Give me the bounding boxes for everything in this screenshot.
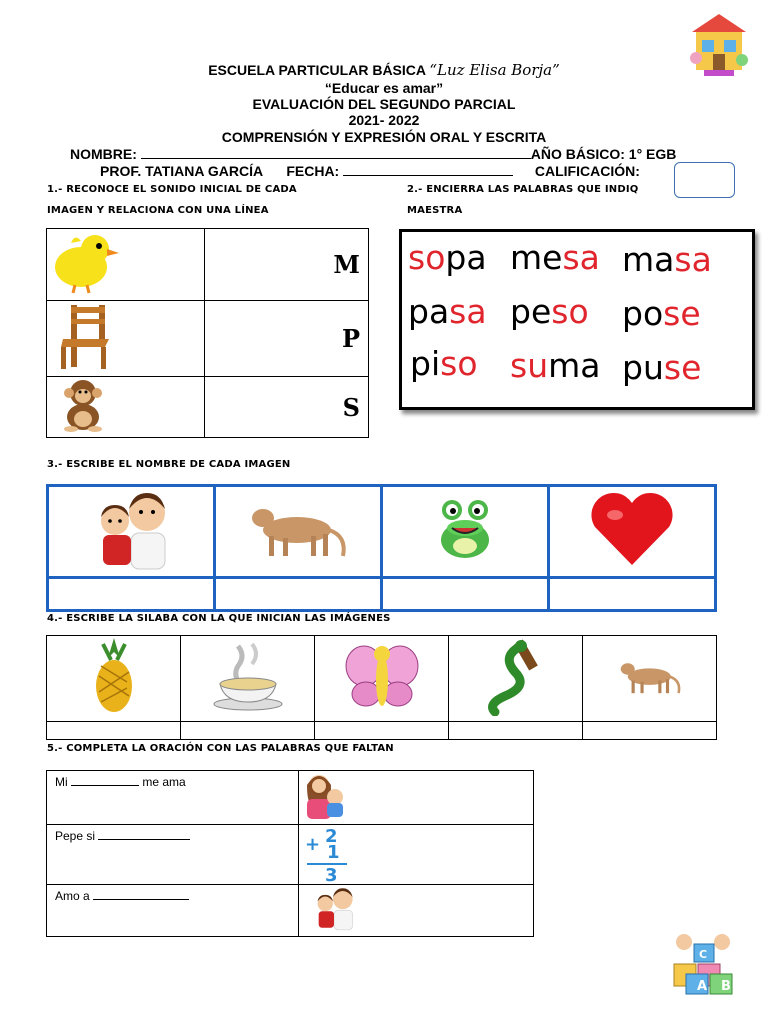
score-box[interactable] [674, 162, 735, 198]
sentence-1: Mi me ama [47, 771, 299, 825]
name-field[interactable] [141, 146, 531, 159]
q3-instruction: 3.- ESCRIBE EL NOMBRE DE CADA IMAGEN [47, 459, 291, 470]
subject-title: COMPRENSIÓN Y EXPRESIÓN ORAL Y ESCRITA [221, 129, 547, 145]
letter-s: S [205, 377, 369, 438]
teacher-name: PROF. TATIANA GARCÍA [100, 163, 263, 179]
syllable-answer-cell[interactable] [47, 722, 181, 740]
syllable-answer-cell[interactable] [315, 722, 449, 740]
chick-cell [47, 229, 205, 301]
blank-field[interactable] [98, 839, 190, 840]
heart-cell [549, 486, 716, 578]
teacher-row [100, 163, 640, 179]
answer-cell[interactable] [549, 578, 716, 611]
q2-instruction-line1: 2.- ENCIERRA LAS PALABRAS QUE INDIQ [407, 184, 639, 195]
q4-instruction: 4.- ESCRIBE LA SILABA CON LA QUE INICIAN LAS IMÁGENES [47, 613, 391, 624]
word-piso[interactable]: piso [410, 344, 478, 383]
abc-blocks-icon [668, 930, 748, 996]
q3-table [46, 484, 717, 612]
chair-cell [47, 301, 205, 377]
school-year: 2021- 2022 [348, 112, 420, 128]
father-son-icon [299, 885, 369, 931]
word-masa[interactable]: masa [622, 240, 712, 279]
frog-cell [382, 486, 549, 578]
snake-cell [449, 636, 583, 722]
math-cell [299, 825, 534, 885]
grade-label: AÑO BÁSICO: 1° EGB [530, 146, 677, 162]
word-puse[interactable]: puse [622, 348, 702, 387]
q1-instruction-line2: IMAGEN Y RELACIONA CON UNA LÍNEA [47, 205, 269, 216]
puma-cell [215, 486, 382, 578]
syllable-answer-cell[interactable] [449, 722, 583, 740]
q1-instruction-line1: 1.- RECONOCE EL SONIDO INICIAL DE CADA [47, 184, 297, 195]
answer-cell[interactable] [215, 578, 382, 611]
plus-sign: + [305, 833, 321, 855]
addend-bottom: 1 [327, 841, 340, 863]
date-field[interactable] [343, 163, 513, 176]
q1-table [46, 228, 369, 438]
letter-m: M [205, 229, 369, 301]
puma-icon [615, 653, 685, 699]
score-label: CALIFICACIÓN: [534, 163, 640, 179]
butterfly-cell [315, 636, 449, 722]
soup-cell [181, 636, 315, 722]
word-peso[interactable]: peso [510, 292, 589, 331]
sentence-3: Amo a [47, 885, 299, 937]
letter-p: P [205, 301, 369, 377]
exam-title: EVALUACIÓN DEL SEGUNDO PARCIAL [252, 96, 516, 112]
addend-top: 2 [325, 825, 338, 847]
mother-child-icon [299, 771, 359, 819]
school-title: ESCUELA PARTICULAR BÁSICA “Luz Elisa Borja” [208, 61, 560, 79]
addition-problem [305, 826, 355, 884]
monkey-cell [47, 377, 205, 438]
q2-instruction-line2: MAESTRA [407, 205, 463, 216]
monkey-icon [47, 377, 127, 432]
puma-cell [583, 636, 717, 722]
word-mesa[interactable]: mesa [510, 238, 600, 277]
syllable-answer-cell[interactable] [583, 722, 717, 740]
mother-child-cell [299, 771, 534, 825]
answer-cell[interactable] [48, 578, 215, 611]
frog-icon [430, 494, 500, 564]
word-pose[interactable]: pose [622, 294, 701, 333]
butterfly-icon [342, 636, 422, 716]
blank-field[interactable] [93, 899, 189, 900]
sum-result: 3 [325, 864, 338, 886]
chair-icon [47, 301, 127, 371]
name-label: NOMBRE: [70, 146, 137, 162]
chick-icon [47, 229, 127, 295]
q5-instruction: 5.- COMPLETA LA ORACIÓN CON LAS PALABRAS QUE FALTAN [47, 743, 394, 754]
school-motto: “Educar es amar” [324, 80, 444, 96]
pineapple-cell [47, 636, 181, 722]
word-pasa[interactable]: pasa [408, 292, 487, 331]
q4-table [46, 635, 717, 740]
answer-cell[interactable] [382, 578, 549, 611]
q5-table [46, 770, 534, 937]
svg-text:A: A [697, 979, 708, 994]
snake-icon [481, 636, 551, 716]
name-row [70, 146, 676, 162]
syllable-answer-cell[interactable] [181, 722, 315, 740]
family-cell [299, 885, 534, 937]
sentence-2: Pepe si [47, 825, 299, 885]
date-label: FECHA: [286, 163, 340, 179]
puma-icon [243, 494, 353, 564]
pineapple-icon [89, 636, 139, 716]
blank-field[interactable] [71, 785, 139, 786]
svg-text:C: C [699, 948, 708, 961]
svg-text:B: B [721, 979, 731, 994]
word-suma[interactable]: suma [510, 346, 601, 385]
q2-word-box [399, 229, 755, 410]
word-sopa[interactable]: sopa [408, 238, 487, 277]
father-son-icon [81, 487, 181, 571]
heart-icon [587, 489, 677, 569]
family-cell [48, 486, 215, 578]
soup-bowl-icon [208, 636, 288, 716]
